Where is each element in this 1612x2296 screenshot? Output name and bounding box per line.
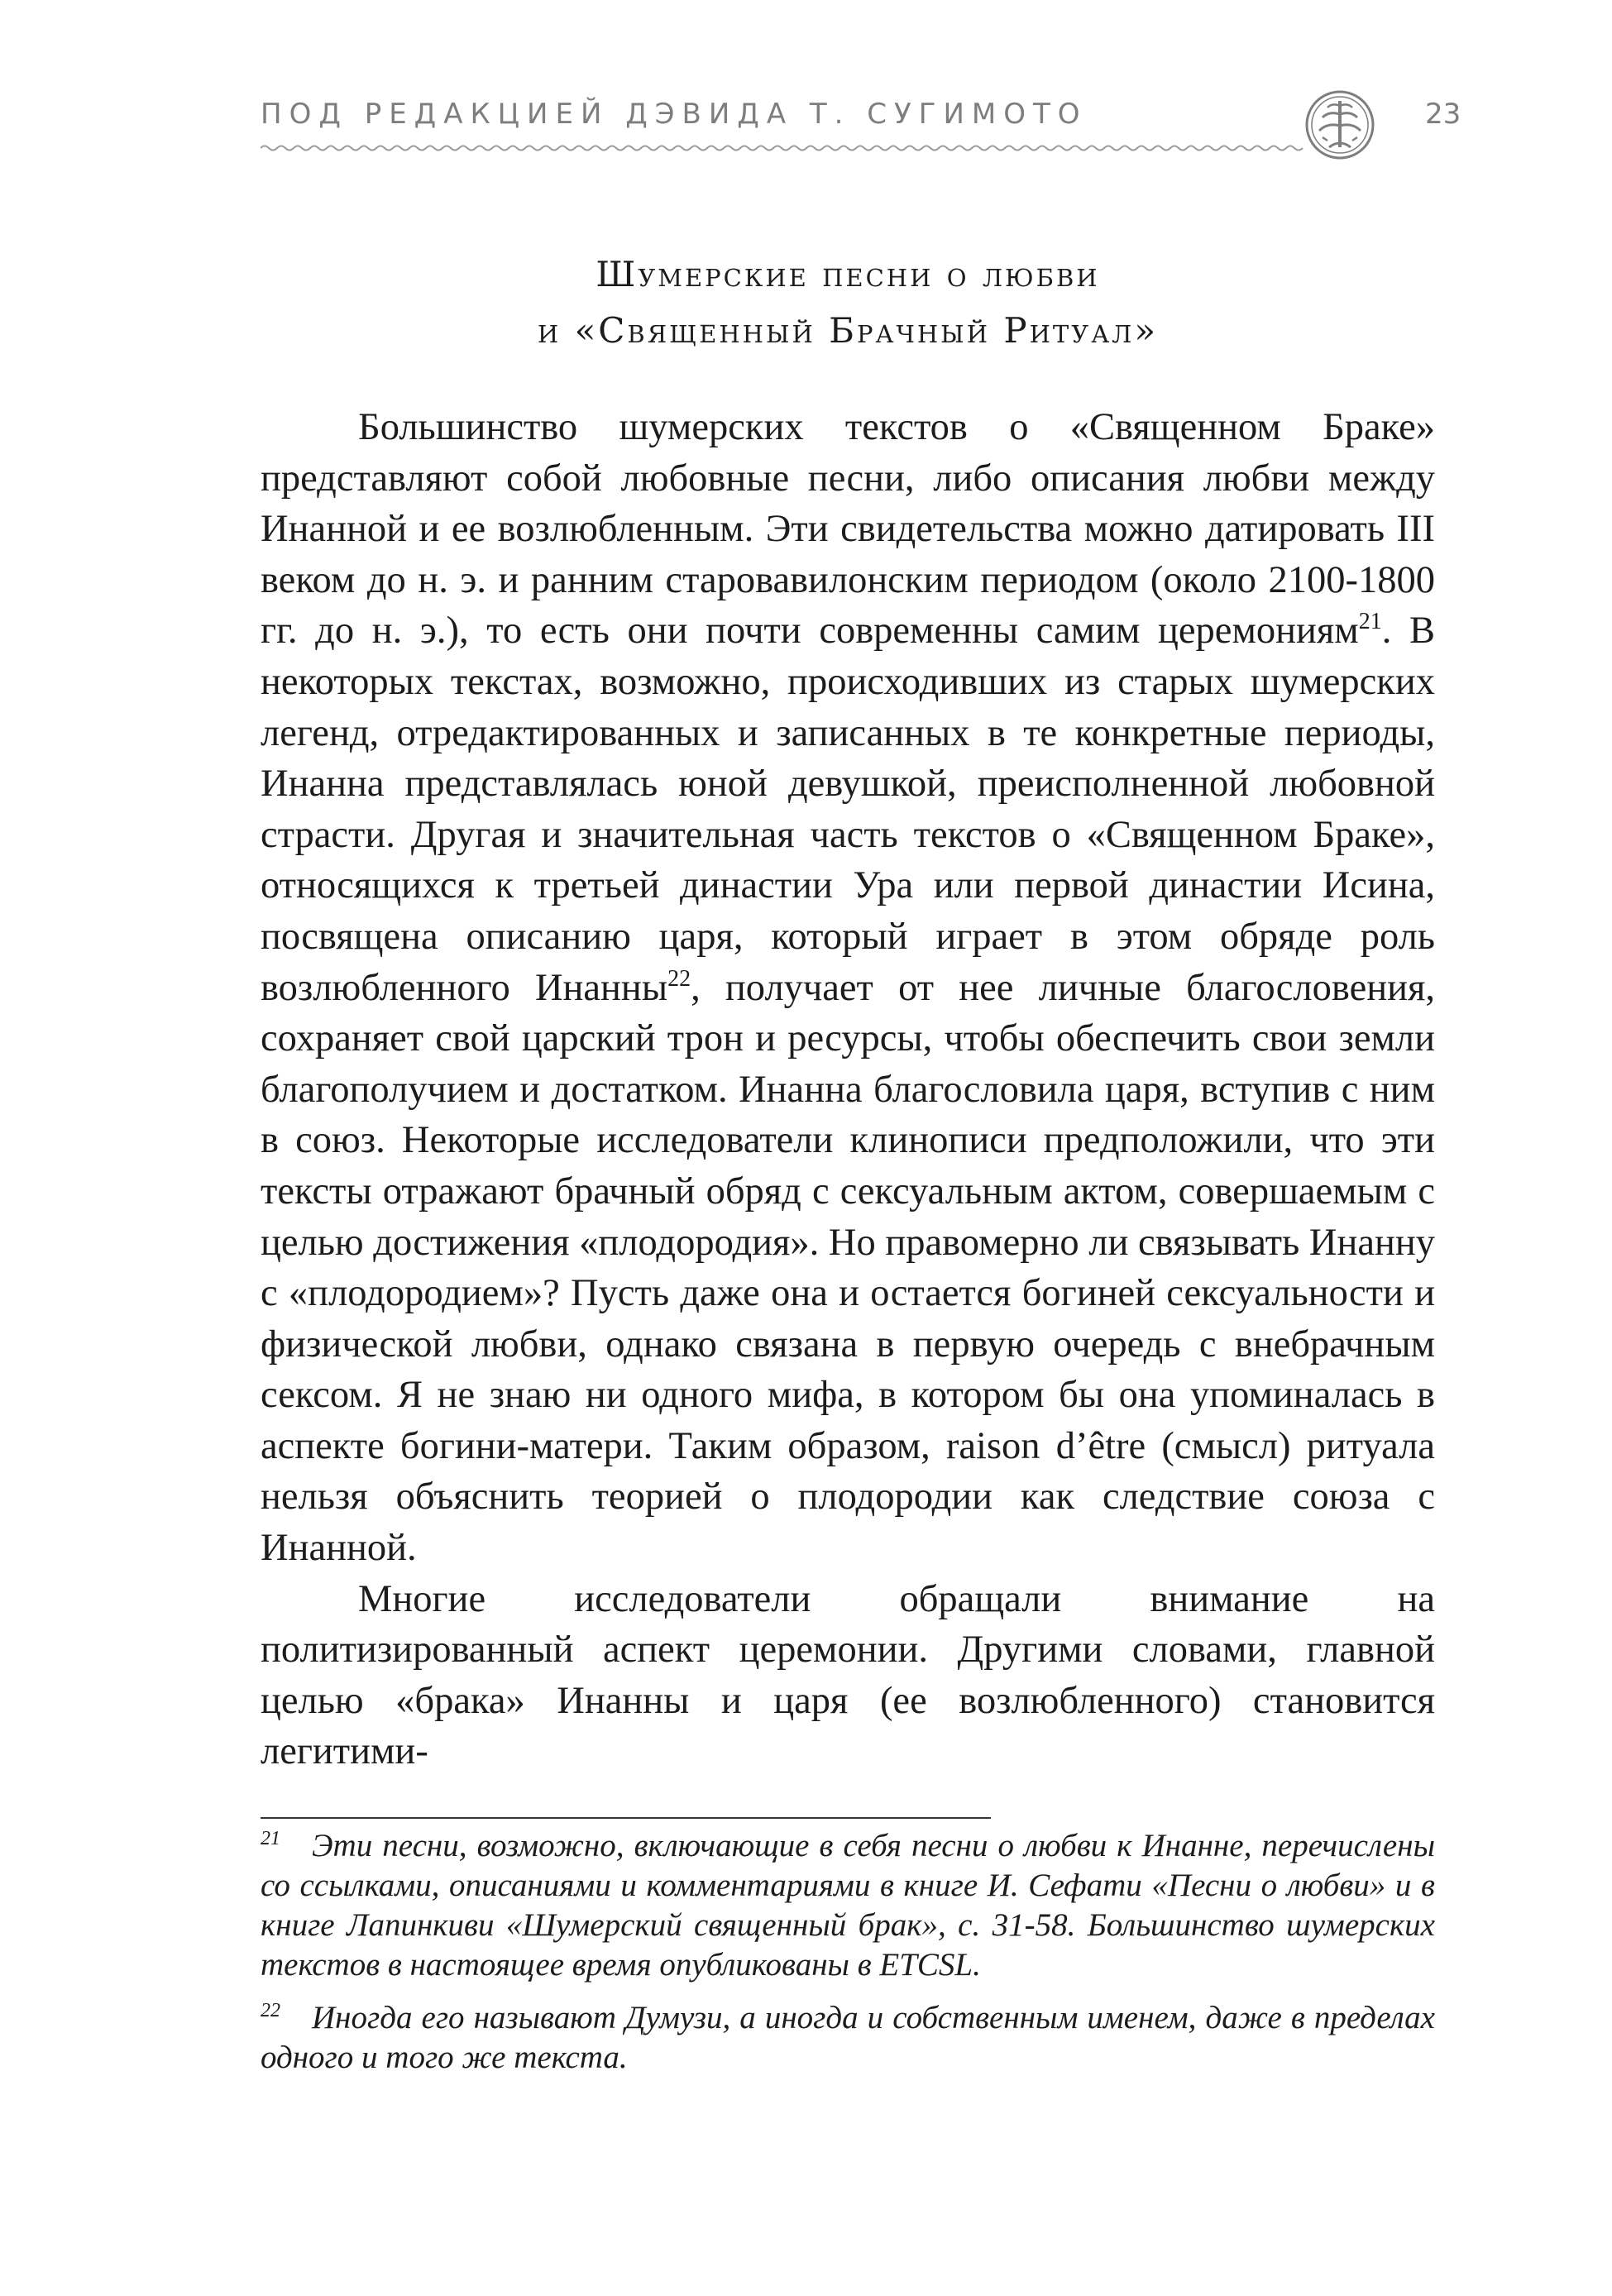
running-header	[261, 89, 1461, 164]
chapter-title	[261, 246, 1435, 359]
page-number: 23	[1425, 98, 1461, 131]
footnote-number: 21	[261, 1828, 280, 1849]
footnote-number: 22	[261, 2000, 280, 2021]
footnote-text: Иногда его называют Думузи, а иногда и собственным именем, даже в пределах одного и того же текста.	[261, 2000, 1435, 2075]
footnote-21	[261, 1826, 1435, 1985]
paragraph-1	[261, 402, 1435, 1574]
chapter-title-line-2: и «Священный Брачный Ритуал»	[537, 310, 1159, 351]
footnotes	[261, 1826, 1435, 2091]
footnote-ref-21[interactable]: 21	[1358, 609, 1382, 635]
footnote-text: Эти песни, возможно, включающие в себя песни о любви к Инанне, перечислены со ссылками, описаниями и комментариями в книге И. Сефати «Песни о любви» и в книге Лапинкиви «Шумерский священный брак», с. 31-58. Большинство шумерских текстов в настоящее время опубликованы в ETCSL.	[261, 1828, 1435, 1983]
paragraph-1-part-1: Большинство шумерских текстов о «Священном Браке» представляют собой любовные песни, либо описания любви между Инанной и ее возлюбленным. Эти свидетельства можно датировать III веком до н. э. и ранним старовавилонским периодом (около 2100-1800 гг. до н. э.), то есть они почти современны самим церемониям	[261, 406, 1435, 653]
paragraph-2: Многие исследователи обращали внимание на политизированный аспект церемонии. Другими словами, главной целью «брака» Инанны и царя (ее возлюбленного) становится легитими-	[261, 1577, 1435, 1773]
footnote-separator	[261, 1817, 991, 1819]
paragraph-1-part-3: , получает от нее личные благословения, сохраняет свой царский трон и ресурсы, чтобы обеспечить свои земли благополучием и достатком. Инанна благословила царя, вступив с ним в союз. Некоторые исследователи клинописи предположили, что эти тексты отражают брачный обряд с сексуальным актом, совершаемым с целью достижения «плодородия». Но правомерно ли связывать Инанну с «плодородием»? Пусть даже она и остается богиней сексуальности и физической любви, однако связана в первую очередь с внебрачным сексом. Я не знаю ни одного мифа, в котором бы она упоминалась в аспекте богини-матери. Таким образом, raison d’être (смысл) ритуала нельзя объяснить теорией о плодородии как следствие союза с Инанной.	[261, 966, 1435, 1570]
running-title: ПОД РЕДАКЦИЕЙ ДЭВИДА Т. СУГИМОТО	[261, 98, 1088, 131]
header-wavy-rule	[261, 142, 1307, 154]
footnote-22	[261, 1998, 1435, 2078]
body-text	[261, 402, 1435, 1777]
chapter-title-line-1: Шумерские песни о любви	[596, 254, 1100, 294]
tree-emblem-icon	[1304, 89, 1375, 160]
footnote-ref-22[interactable]: 22	[667, 965, 691, 992]
paragraph-1-part-2: . В некоторых текстах, возможно, происходивших из старых шумерских легенд, отредактированных и записанных в те конкретные периоды, Инанна представлялась юной девушкой, преисполненной любовной страсти. Другая и значительная часть текстов о «Священном Браке», относящихся к третьей династии Ура или первой династии Исина, посвящена описанию царя, который играет в этом обряде роль возлюбленного Инанны	[261, 610, 1435, 1009]
